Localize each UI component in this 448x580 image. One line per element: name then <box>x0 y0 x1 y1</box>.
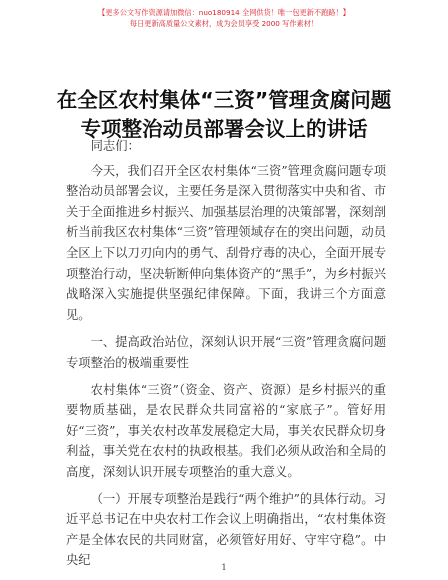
promo-banner-line-2: 每日更新高质量公文素材，成为会员享受 2000 写作素材！ <box>129 19 319 28</box>
greeting: 同志们： <box>90 139 140 153</box>
section-heading-1: 一、提高政治站位，深刻认识开展“三资”管理贪腐问题专项整治的极端重要性 <box>66 335 386 370</box>
opening-paragraph: 今天，我们召开全区农村集体“三资”管理贪腐问题专项整治动员部署会议，主要任务是深入贯彻落实中央和省、市关于全面推进乡村振兴、加强基层治理的决策部署，深刻剖析当前我区农村集体“三资”管理领域存在的突出问题，动员全区上下以刀刃向内的勇气、刮骨疗毒的决心，全面开展专项整治行动，坚决斩断伸向集体资产的“黑手”，为乡村振兴战略深入实施提供坚强纪律保障。下面，我讲三个方面意见。 <box>66 163 386 322</box>
promo-banner <box>0 7 448 29</box>
page-number: 1 <box>221 563 227 572</box>
speech-body <box>66 136 386 571</box>
paragraph-three-assets: 农村集体“三资”（资金、资产、资源）是乡村振兴的重要物质基础，是农民群众共同富裕的“家底子”。管好用好“三资”，事关农村改革发展稳定大局，事关农民群众切身利益，事关党在农村的执政根基。我们必须从政治和全局的高度，深刻认识开展专项整治的重大意义。 <box>66 382 386 479</box>
paragraph-two-safeguards: （一）开展专项整治是践行“两个维护”的具体行动。习近平总书记在中央农村工作会议上明确指出，“农村集体资产是全体农民的共同财富，必须管好用好、守牢守稳”。中央纪 <box>66 491 386 568</box>
speech-title: 在全区农村集体“三资”管理贪腐问题专项整治动员部署会议上的讲话 <box>56 88 392 141</box>
promo-banner-line-1: 【更多公文写作资源请加微信：nuo180914 全网供货！唯一包更新不跑路！】 <box>98 8 350 17</box>
